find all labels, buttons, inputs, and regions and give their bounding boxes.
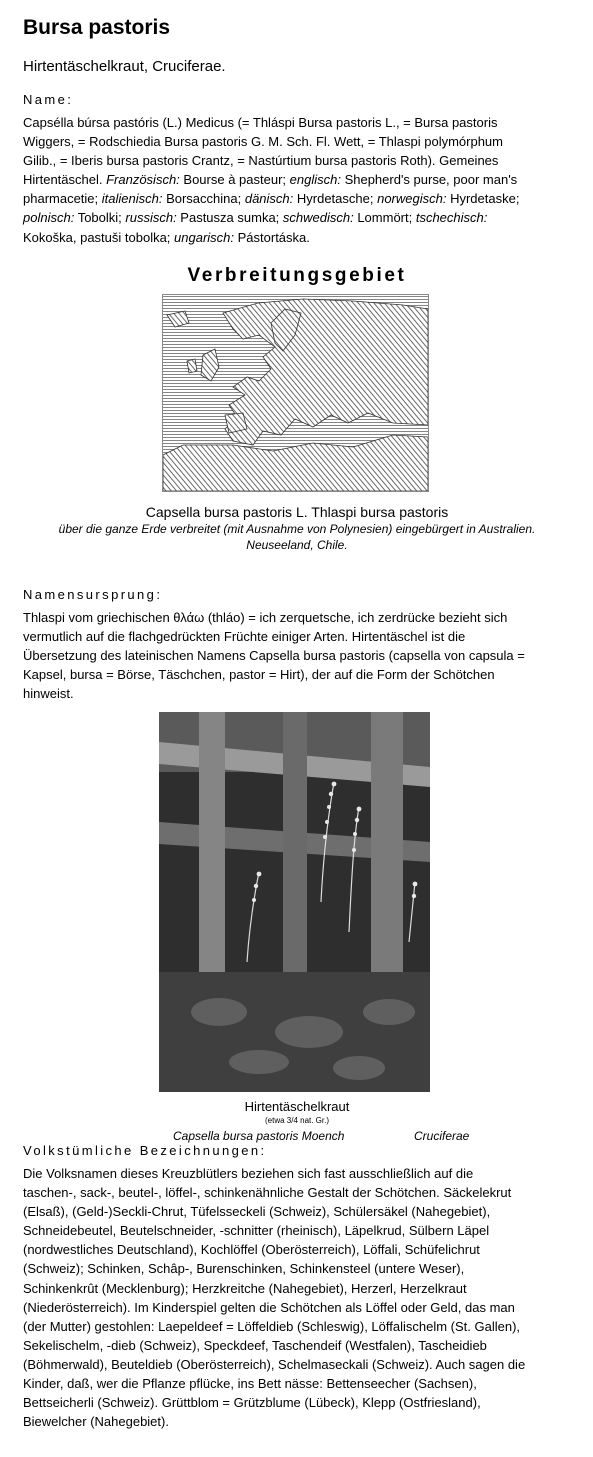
text-line: vermutlich auf die flachgedrückten Früchte einiger Arten. Hirtentäschel ist die (23, 629, 466, 645)
text-line: hinweist. (23, 686, 74, 702)
text-line: (Niederösterreich). Im Kinderspiel gelten die Schötchen als Löffel oder Geld, das man (23, 1299, 515, 1315)
map-subcaption-line-1: über die ganze Erde verbreitet (mit Ausnahme von Polynesien) eingebürgert in Australien. (58, 522, 536, 536)
name-section-text (23, 113, 571, 247)
text-line: Sekelischelm, -dieb (Schweiz), Speckdeef, Taschendeif (Westfalen), Tascheidieb (23, 1337, 487, 1353)
text-line: Wiggers, = Rodschiedia Bursa pastoris G. M. Sch. Fl. Wett, = Thlaspi polymórphum (23, 134, 503, 150)
text-line: Biewelcher (Nahegebiet). (23, 1414, 169, 1430)
text-line: Kinder, daß, wer die Pflanze pflücke, ins Bett nässe: Bettenseecher (Sachsen), (23, 1376, 477, 1392)
text-line: (Böhmerwald), Beuteldieb (Oberösterreich), Schelmaseckali (Schweiz). Auch sagen die (23, 1356, 526, 1372)
map-title: Verbreitungsgebiet (187, 265, 407, 286)
text-line: taschen-, sack-, beutel-, löffel-, schinkenähnliche Gestalt der Schötchen. Säckelekrut (23, 1185, 512, 1201)
text-line: (Elsaß), (Geld-)Seckli-Chrut, Tüfelsseckeli (Schweiz), Schülersäkel (Nahegebiet), (23, 1204, 491, 1220)
text-line: (Schweiz); Schinken, Schâp-, Burenschinken, Schinkensteel (untere Weser), (23, 1261, 465, 1277)
text-line: (der Mutter) gestohlen: Laepeldeef = Löffeldieb (Schleswig), Löffalischelm (St. Gallen), (23, 1318, 521, 1334)
distribution-map-image (162, 294, 429, 492)
plant-latin-name: Capsella bursa pastoris Moench (173, 1129, 345, 1143)
name-section-heading: Name: (23, 92, 74, 107)
text-line: Schneidebeutel, Beutelschneider, -schnitter (rheinisch), Läpelkrud, Sülbern Läpel (23, 1223, 490, 1239)
origin-section-heading: Namensursprung: (23, 587, 163, 602)
plant-scale-note: (etwa 3/4 nat. Gr.) (264, 1116, 330, 1125)
text-line: pharmacetie; italienisch: Borsacchina; dänisch: Hyrdetasche; norwegisch: Hyrdetaske; (23, 191, 520, 207)
text-line: (nordwestliches Deutschland), Kochlöffel (Oberösterreich), Löffali, Schüfelichrut (23, 1242, 480, 1258)
origin-section-text (23, 608, 571, 703)
text-line: Hirtentäschel. Französisch: Bourse à pasteur; englisch: Shepherd's purse, poor man's (23, 172, 518, 188)
folk-section-text (23, 1164, 571, 1431)
text-line: Schinkenkrût (Mecklenburg); Herzkreitche (Nahegebiet), Herzerl, Herzelkraut (23, 1280, 467, 1296)
page-title: Bursa pastoris (23, 16, 171, 39)
text-line: Übersetzung des lateinischen Namens Capsella bursa pastoris (capsella von capsula = (23, 648, 525, 664)
text-line: Capsélla búrsa pastóris (L.) Medicus (= Thláspi Bursa pastoris L., = Bursa pastoris (23, 115, 498, 130)
page-subtitle: Hirtentäschelkraut, Cruciferae. (23, 58, 226, 75)
text-line: polnisch: Tobolki; russisch: Pastusza sumka; schwedisch: Lommört; tschechisch: (23, 210, 488, 226)
text-line: Kapsel, bursa = Börse, Täschchen, pastor = Hirt), der auf die Form der Schötchen (23, 667, 495, 683)
text-line: Thlaspi vom griechischen θλάω (thláo) = ich zerquetsche, ich zerdrücke bezieht sich (23, 610, 508, 625)
map-caption: Capsella bursa pastoris L. Thlaspi bursa pastoris (145, 504, 449, 520)
plant-caption: Hirtentäschelkraut (244, 1099, 350, 1114)
text-line: Kokoška, pastuši tobolka; ungarisch: Pástortáska. (23, 229, 310, 245)
text-line: Gilib., = Iberis bursa pastoris Crantz, = Nastúrtium bursa pastoris Roth). Gemeines (23, 153, 499, 169)
plant-photo-image (159, 712, 430, 1092)
plant-family-name: Cruciferae (414, 1129, 470, 1143)
folk-section-heading: Volkstümliche Bezeichnungen: (23, 1143, 267, 1158)
text-line: Bettseicherli (Schweiz). Grüttblom = Grützblume (Lübeck), Klepp (Ostfriesland), (23, 1395, 481, 1411)
map-subcaption-line-2: Neuseeland, Chile. (246, 538, 348, 552)
text-line: Die Volksnamen dieses Kreuzblütlers beziehen sich fast ausschließlich auf die (23, 1166, 474, 1181)
